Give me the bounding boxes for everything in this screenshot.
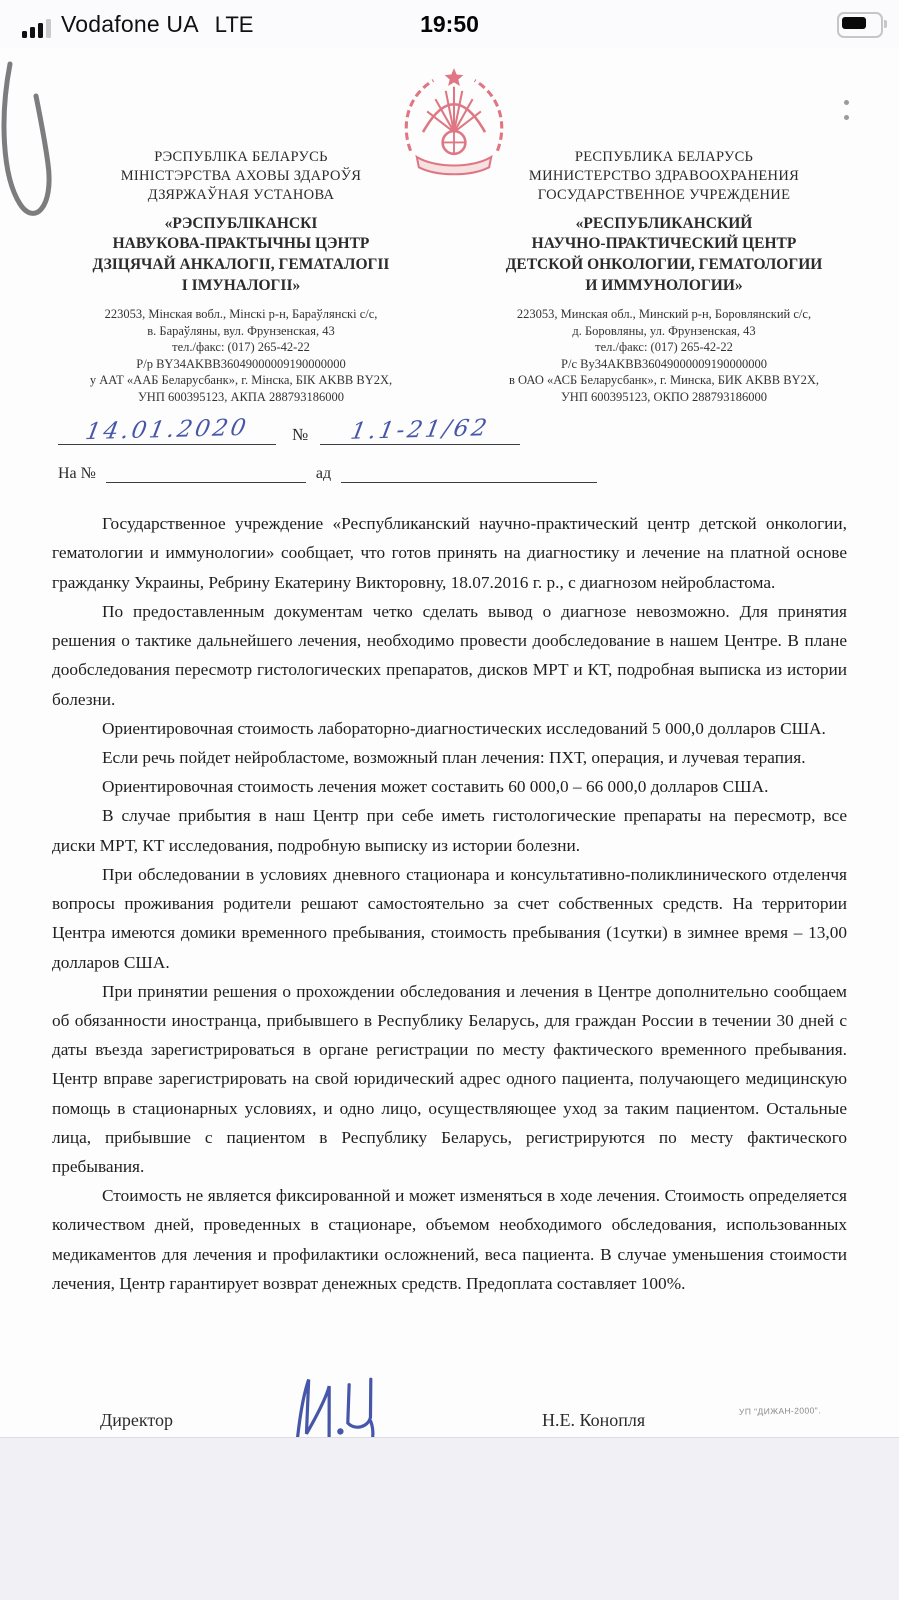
registration-codes-line: УНП 600395123, АКПА 288793186000 (137, 389, 345, 404)
address-line: тел./факс: (017) 265-42-22 (595, 340, 733, 355)
org-name-line: «РЭСПУБЛІКАНСКІ (164, 214, 318, 232)
institution-type: ГОСУДАРСТВЕННОЕ УЧРЕЖДЕНИЕ (537, 186, 791, 203)
on-number-label: На № (58, 465, 96, 483)
paragraph: Государственное учреждение «Республиканский научно-практический центр детской онкологии, гематологии и иммунологии» сообщает, что готов принять на диагностику и лечение на платной основе гражданку Украины, Ребрину Екатерину Викторовну, 18.07.2016 г. р., с диагнозом нейробластома. (52, 514, 847, 592)
org-name-line: «РЕСПУБЛИКАНСКИЙ (575, 214, 753, 232)
print-shop-note: УП "ДИЖАН-2000". (738, 1405, 822, 1417)
battery-icon (837, 12, 883, 38)
org-name-line: І ІМУНАЛОГІІ» (181, 277, 301, 295)
network-type-label: LTE (214, 11, 254, 37)
from-date-label: ад (315, 465, 332, 483)
bank-name-line: в ОАО «АСБ Беларусбанк», г. Минска, БИК AKBB BY2X, (509, 373, 819, 388)
org-name-line: ДЕТСКОЙ ОНКОЛОГИИ, ГЕМАТОЛОГИИ (505, 256, 823, 274)
org-name-line: ДЗІЦЯЧАЙ АНКАЛОГІІ, ГЕМАТАЛОГІІ (92, 256, 390, 274)
number-sign-label: № (292, 425, 309, 445)
paragraph: Стоимость не является фиксированной и может изменяться в ходе лечения. Стоимость определяется количеством дней, проведенных в стационаре, объемом необходимого обследования, использованных медикаментов для лечения и профилактики осложнений, веса пациента. В случае уменьшения стоимости лечения, Центр гарантирует возврат денежных средств. Предоплата составляет 100%. (52, 1186, 847, 1293)
institution-type: ДЗЯРЖАЎНАЯ УСТАНОВА (147, 186, 335, 203)
paragraph: Если речь пойдет нейробластоме, возможный план лечения: ПХТ, операция, и лучевая терапия. (102, 747, 806, 767)
clock-label: 19:50 (420, 10, 479, 37)
bank-account-line: Р/р BY34AKBB36049000009190000000 (136, 356, 346, 371)
reference-line (58, 415, 899, 446)
bank-name-line: у ААТ «ААБ Беларусбанк», г. Мінска, БІК AKBB BY2X, (89, 373, 393, 388)
scanned-letter (0, 48, 899, 1438)
reply-reference-line (58, 465, 899, 483)
paragraph: Ориентировочная стоимость лечения может составить 60 000,0 – 66 000,0 долларов США. (102, 777, 769, 797)
address-line: в. Бараўляны, вул. Фрунзенская, 43 (147, 323, 335, 338)
org-name-line: НАУЧНО-ПРАКТИЧЕСКИЙ ЦЕНТР (531, 235, 797, 253)
belarus-coat-of-arms-icon (392, 68, 516, 187)
registration-codes-line: УНП 600395123, ОКПО 288793186000 (560, 389, 768, 404)
signer-name: Н.Е. Конопля (542, 1410, 646, 1431)
reply-number-field (106, 482, 306, 483)
status-bar-right (837, 12, 883, 38)
address-line: тел./факс: (017) 265-42-22 (172, 340, 310, 355)
letterhead-russian (463, 148, 865, 405)
date-field (58, 415, 276, 446)
reply-date-field (341, 482, 597, 483)
address-line: д. Боровляны, ул. Фрунзенская, 43 (572, 323, 756, 338)
handwritten-date: 14.01.2020 (83, 415, 251, 446)
handwritten-number: 1.1-21/62 (348, 415, 493, 446)
paperclip-icon (0, 56, 86, 246)
country-name: РЭСПУБЛІКА БЕЛАРУСЬ (154, 149, 328, 165)
letterhead-belarusian (40, 148, 442, 405)
paragraph: При обследовании в условиях дневного стационара и консультативно-поликлинического отделенчя вопросы проживания родители решают самостоятельно за счет собственных средств. На территории Центра имеются домики временного пребывания, стоимость пребывания (1сутки) в зимнее время – 13,00 долларов США. (52, 864, 847, 972)
country-name: РЕСПУБЛИКА БЕЛАРУСЬ (574, 149, 754, 165)
address-line: 223053, Мінская вобл., Мінскі р-н, Бараўлянскі с/с, (104, 307, 378, 322)
ministry-name: МІНІСТЭРСТВА АХОВЫ ЗДАРОЎЯ (120, 167, 362, 184)
ministry-name: МИНИСТЕРСТВО ЗДРАВООХРАНЕНИЯ (528, 167, 800, 184)
bank-account-line: Р/с By34AKBB36049000009190000000 (561, 356, 767, 371)
outgoing-number-field (320, 415, 520, 446)
paragraph: В случае прибытия в наш Центр при себе иметь гистологические препараты на пересмотр, все диски МРТ, КТ исследования, подробную выписку из истории болезни. (52, 806, 847, 855)
status-bar (0, 0, 899, 48)
scan-artifact-dots (844, 100, 849, 120)
org-name-line: И ИММУНОЛОГИИ» (585, 277, 743, 295)
address-line: 223053, Минская обл., Минский р-н, Боровлянский с/с, (516, 307, 812, 322)
paragraph: По предоставленным документам четко сделать вывод о диагнозе невозможно. Для принятия решения о тактике дальнейшего лечения, необходимо провести дообследование в нашем Центре. В плане дообследования пересмотр гистологических препаратов, дисков МРТ и КТ, подробная выписка из истории болезни. (52, 601, 847, 709)
carrier-label: Vodafone UA (61, 10, 199, 37)
letter-body (52, 509, 847, 1298)
paragraph: Ориентировочная стоимость лабораторно-диагностических исследований 5 000,0 долларов США. (102, 718, 826, 738)
org-name-line: НАВУКОВА-ПРАКТЫЧНЫ ЦЭНТР (112, 235, 370, 253)
background-band (0, 1437, 899, 1600)
signer-title: Директор (100, 1410, 174, 1431)
paragraph: При принятии решения о прохождении обследования и лечения в Центре дополнительно сообщаем об обязанности иностранца, прибывшего в Республику Беларусь, для граждан России в течении 30 дней с даты въезда зарегистрироваться в органе регистрации по месту фактического временного пребывания. Центр вправе зарегистрировать на свой юридический адрес одного пациента, получающего медицинскую помощь в стационарных условиях, и одно лицо, осуществляющее уход за таким пациентом. Остальные лица, прибывшие с пациентом в Республику Беларусь, регистрируются по месту фактического пребывания. (52, 981, 847, 1177)
